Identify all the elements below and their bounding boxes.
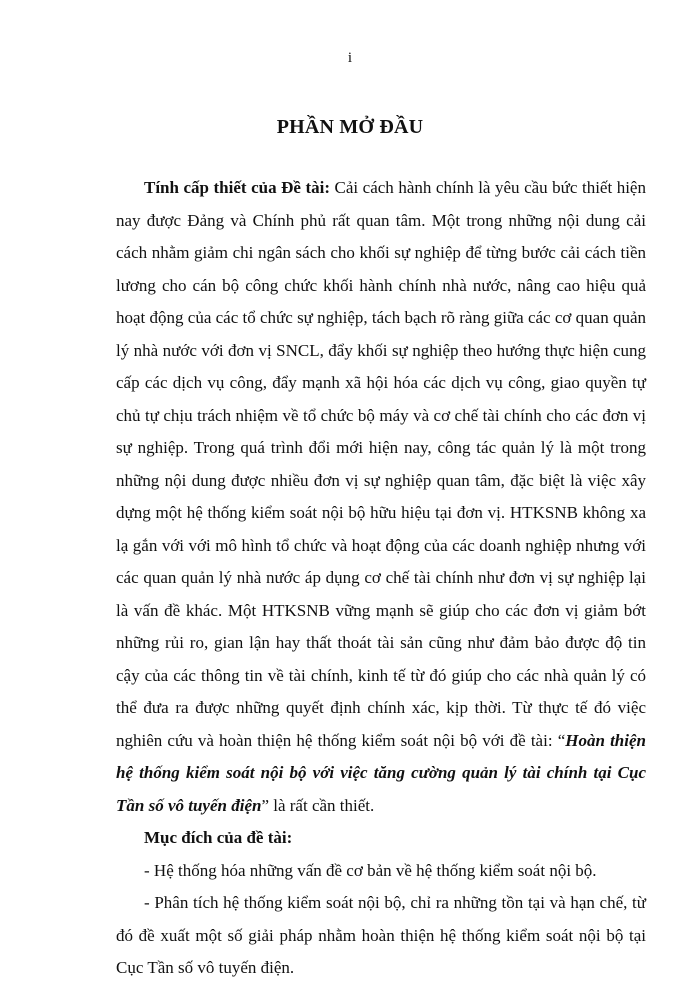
intro-text-end: ” là rất cần thiết. <box>261 795 375 815</box>
intro-paragraph <box>116 172 646 822</box>
intro-lead: Tính cấp thiết của Đề tài: <box>144 178 331 197</box>
thesis-topic: Hoàn thiện hệ thống kiểm soát nội bộ với việc tăng cường quản lý tài chính tại Cục Tần số vô tuyến điện <box>116 730 646 815</box>
intro-text: Cải cách hành chính là yêu cầu bức thiết hiện nay được Đảng và Chính phủ rất quan tâm. Một trong những nội dung cải cách nhằm giảm chi ngân sách cho khối sự nghiệp để từng bước cải cách tiền lương cho cán bộ công chức khối hành chính nhà nước, nâng cao hiệu quả hoạt động của các tổ chức sự nghiệp, tách bạch rõ ràng giữa các cơ quan quản lý nhà nước với đơn vị SNCL, đẩy khối sự nghiệp theo hướng thực hiện cung cấp các dịch vụ công, đẩy mạnh xã hội hóa các dịch vụ công, giao quyền tự chủ tự chịu trách nhiệm về tổ chức bộ máy và cơ chế tài chính cho các đơn vị sự nghiệp. Trong quá trình đổi mới hiện nay, công tác quản lý là một trong những nội dung được nhiều đơn vị sự nghiệp quan tâm, đặc biệt là việc xây dựng một hệ thống kiểm soát nội bộ hữu hiệu tại đơn vị. HTKSNB không xa lạ gắn với với mô hình tổ chức và hoạt động của các doanh nghiệp nhưng với các quan quản lý nhà nước áp dụng cơ chế tài chính như đơn vị sự nghiệp lại là vấn đề khác. Một HTKSNB vững mạnh sẽ giúp cho các đơn vị giảm bớt những rủi ro, gian lận hay thất thoát tài sản cũng như đảm bảo được độ tin cậy của các thông tin về tài chính, kinh tế từ đó giúp cho các nhà quản lý có thể đưa ra được những quyết định chính xác, kịp thời. Từ thực tế đó việc nghiên cứu và hoàn thiện hệ thống kiểm soát nội bộ với đề tài: “ <box>116 178 646 750</box>
purpose-item-1: - Hệ thống hóa những vấn đề cơ bản về hệ thống kiểm soát nội bộ. <box>144 860 597 880</box>
page-title: PHẦN MỞ ĐẦU <box>276 116 424 138</box>
document-body <box>116 172 646 985</box>
purpose-item-2: - Phân tích hệ thống kiểm soát nội bộ, chỉ ra những tồn tại và hạn chế, từ đó đề xuất một số giải pháp nhằm hoàn thiện hệ thống kiểm soát nội bộ tại Cục Tần số vô tuyến điện. <box>116 893 646 977</box>
purpose-heading: Mục đích của đề tài: <box>144 828 293 847</box>
page-number: i <box>347 50 353 66</box>
